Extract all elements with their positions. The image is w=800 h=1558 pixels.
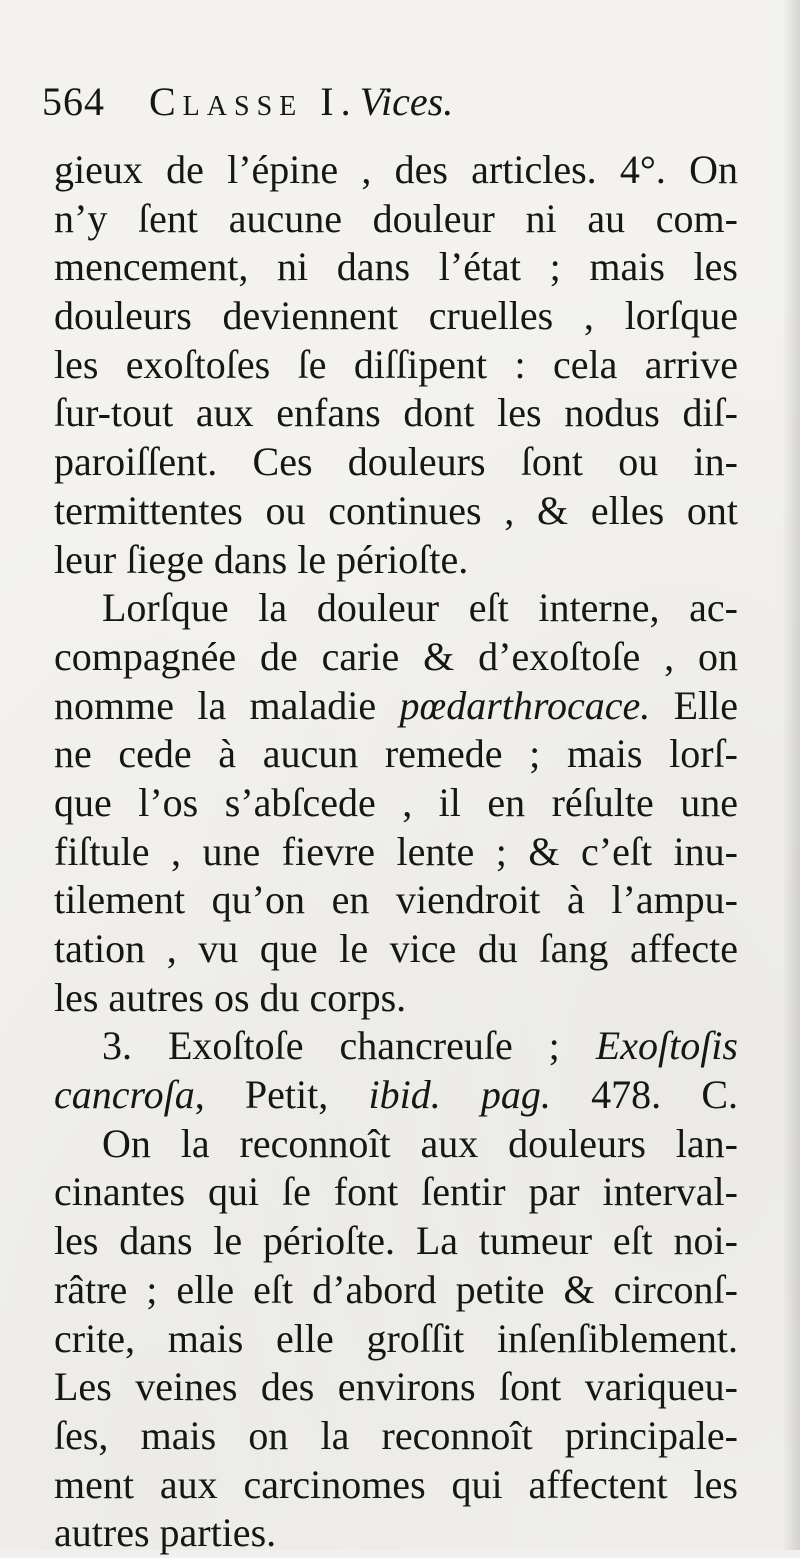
text-line: mencement, ni dans l’état ; mais les <box>54 244 738 290</box>
text-line: râtre ; elle eſt d’abord petite & circonſ- <box>54 1266 738 1312</box>
text-line: compagnée de carie & d’exoſtoſe , on <box>54 633 738 679</box>
text-line: n’y ſent aucune douleur ni au com- <box>54 195 738 241</box>
text-line: nomme la maladie pœdarthrocace. Elle <box>54 682 738 728</box>
text-line: les dans le périoſte. La tumeur eſt noi- <box>54 1218 738 1264</box>
text-line: que l’os s’abſcede , il en réſulte une <box>54 779 738 825</box>
text-line: Les veines des environs ſont variqueu- <box>54 1364 738 1410</box>
page-number: 564 <box>42 79 105 124</box>
text-line: autres parties. <box>54 1510 277 1556</box>
paragraph <box>54 584 738 1022</box>
running-head-subtitle: Vices. <box>359 79 454 124</box>
running-head: Classe I. <box>149 79 358 124</box>
text-line: cancroſa, Petit, ibid. pag. 478. C. <box>54 1072 738 1118</box>
text-line: On la reconnoît aux douleurs lan- <box>102 1120 738 1166</box>
italic-term: pœdarthrocace. <box>399 682 651 728</box>
text-line: les exoſtoſes ſe diſſipent : cela arrive <box>54 341 738 387</box>
text-line: ment aux carcinomes qui affectent les <box>54 1461 738 1507</box>
paragraph <box>54 1120 738 1558</box>
text-line: tilement qu’on en viendroit à l’ampu- <box>54 877 738 923</box>
text-line: les autres os du corps. <box>54 974 407 1020</box>
text-line: leur ſiege dans le périoſte. <box>54 536 469 582</box>
text-line: 3. Exoſtoſe chancreuſe ; Exoſtoſis <box>102 1023 738 1069</box>
italic-term: cancroſa <box>54 1072 195 1118</box>
text-line: fiſtule , une fievre lente ; & c’eſt inu- <box>54 828 738 874</box>
text-line: douleurs deviennent cruelles , lorſque <box>54 293 738 339</box>
italic-term: ibid. pag. <box>368 1072 551 1118</box>
text-line: ſes, mais on la reconnoît principale- <box>54 1412 738 1458</box>
text-line: ſur-tout aux enfans dont les nodus diſ- <box>54 390 738 436</box>
page-header <box>42 78 742 138</box>
text-line: cinantes qui ſe font ſentir par interval- <box>54 1169 738 1215</box>
paragraph <box>54 146 738 584</box>
text-line: gieux de l’épine , des articles. 4°. On <box>54 147 738 192</box>
italic-term: Exoſtoſis <box>595 1023 738 1069</box>
text-line: paroiſſent. Ces douleurs ſont ou in- <box>54 439 738 485</box>
bleed-through-marks <box>225 1495 246 1533</box>
paragraph <box>54 1022 738 1119</box>
text-line: crite, mais elle groſſit inſenſiblement. <box>54 1315 738 1361</box>
text-line: Lorſque la douleur eſt interne, ac- <box>102 585 738 631</box>
text-line: tation , vu que le vice du ſang affecte <box>54 926 738 971</box>
body-text <box>54 146 738 1558</box>
text-line: ne cede à aucun remede ; mais lorſ- <box>54 731 738 777</box>
page-edge-shadow <box>782 0 800 1550</box>
text-line: termittentes ou continues , & elles ont <box>54 487 738 533</box>
